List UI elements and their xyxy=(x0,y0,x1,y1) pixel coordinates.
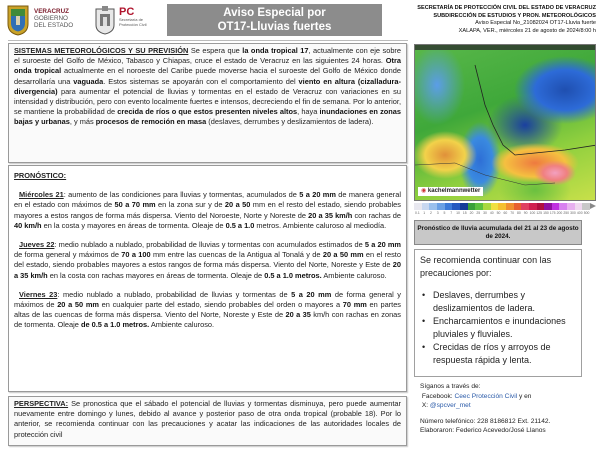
forecast-thursday: Jueves 22: medio nublado a nublado, probabilidad de lluvias y tormentas con acumulados estimados de 5 a 20 mm de forma general y máximos de 70 a 100 mm entre las cuencas de la Antigua al Tonalá y de 20 a 50 mm en el resto del estado, siendo probables mayores a estos rangos de forma más dispersa. Viento del Norte, Noreste y Este de 20 a 35 km/h en la costa con rachas mayores en áreas de tormenta. Oleaje de 0.5 a 1.0 metros. Ambiente caluroso. xyxy=(14,240,401,280)
facebook-link[interactable]: Ceec Protección Civil xyxy=(454,392,518,400)
scale-value: 20 xyxy=(469,211,474,215)
contact-info: Síganos a través de: Facebook: Ceec Protección Civil y en X: @spcver_met Número telefónico: 228 8186812 Ext. 21142. Elaboraron: Federico Acevedo/José Llanos xyxy=(420,382,596,436)
scale-value: 70 xyxy=(510,211,514,215)
scale-value: 10 xyxy=(456,211,460,215)
scale-swatch xyxy=(452,203,460,210)
scale-value: 30 xyxy=(483,211,487,215)
meteorological-systems-section: SISTEMAS METEOROLÓGICOS Y SU PREVISIÓN Se espera que la onda tropical 17, actualmente con eje sobre el suroeste del Golfo de México, Tabasco y Chiapas, cruce el estado de Veracruz en las siguientes 24 horas. Otra onda tropical actualmente en el noroeste del Caribe puede moverse hacia el suroeste del Golfo de México donde desarrollaría una vaguada. Estos sistemas se apoyarán con el comportamiento del viento en altura (cizalladura-divergencia) para aumentar el potencial de lluvias y tormentas en el estado de Veracruz con variaciones en su intensidad y distribución, pero con evento localmente fuertes e intensos, decreciendo el fin de semana. Por lo anterior, se mantiene la probabilidad de crecida de ríos o que estos presenten niveles altos, haya inundaciones en zonas bajas y urbanas, y más procesos de remoción en masa (deslaves, derrumbes y deslizamientos de ladera). xyxy=(8,43,407,163)
rainfall-scale-values xyxy=(414,211,590,215)
scale-arrow-icon xyxy=(590,203,596,209)
scale-value: 175 xyxy=(549,211,556,215)
x-link[interactable]: @spcver_met xyxy=(429,402,471,410)
scale-value: 200 xyxy=(556,211,563,215)
scale-swatch xyxy=(498,203,506,210)
authors: Elaboraron: Federico Acevedo/José Llanos xyxy=(420,427,546,435)
list-item: • Encharcamientos e inundaciones pluviales y fluviales. xyxy=(420,315,576,341)
section-heading: PERSPECTIVA: xyxy=(14,399,69,408)
forecast-friday: Viernes 23: medio nublado a nublado, probabilidad de lluvias y tormentas de 5 a 20 mm de forma general y máximos de 20 a 50 mm en cualquier parte del estado, siendo probables del orden o mayores a 70 mm en partes altas de las cuencas de forma más dispersa. Viento del Norte, Noreste y Este de 20 a 35 km/h con rachas en zonas de tormenta. Oleaje de 0.5 a 1.0 metros. Ambiente caluroso. xyxy=(14,289,401,330)
scale-value: 50 xyxy=(496,211,501,215)
scale-swatch xyxy=(544,203,552,210)
header xyxy=(0,0,600,42)
scale-value: 7 xyxy=(450,211,453,215)
scale-swatch xyxy=(475,203,483,210)
scale-swatch xyxy=(491,203,499,210)
day-label: Jueves 22 xyxy=(19,240,55,250)
section-heading: PRONÓSTICO: xyxy=(14,171,67,180)
pc-logo-text: PC Secretaría de Protección Civil xyxy=(119,6,147,27)
scale-value: 400 xyxy=(576,211,583,215)
scale-value: 250 xyxy=(563,211,570,215)
scale-swatch xyxy=(529,203,537,210)
veracruz-coat-of-arms-icon xyxy=(6,4,30,36)
scale-swatch xyxy=(468,203,476,210)
recommendations-list xyxy=(420,289,576,367)
list-item: • Deslaves, derrumbes y deslizamientos de ladera. xyxy=(420,289,576,315)
scale-swatch xyxy=(537,203,545,210)
document-title: Aviso Especial por OT17-Lluvias fuertes xyxy=(167,4,382,36)
scale-value: 1 xyxy=(423,211,426,215)
scale-value: 0.1 xyxy=(415,211,420,215)
scale-swatch xyxy=(422,203,430,210)
scale-swatch xyxy=(506,203,514,210)
scale-value: 25 xyxy=(476,211,481,215)
scale-swatch xyxy=(582,203,590,210)
scale-value: 60 xyxy=(503,211,508,215)
forecast-wednesday: Miércoles 21: aumento de las condiciones para lluvias y tormentas, acumulados de 5 a 20 mm de manera general en el estado con máximos de 50 a 70 mm en la zona sur y de 20 a 50 mm en el resto del estado, siendo probables mayores a estos rangos de forma más dispersa. Viento del Noroeste, Norte y Noreste de 20 a 35 km/h con rachas de 40 km/h en la costa y mayores en áreas de tormenta. Oleaje de 0.5 a 1.0 metros. Ambiente caluroso al mediodía. xyxy=(14,190,402,230)
scale-value: 90 xyxy=(523,211,528,215)
scale-value: 150 xyxy=(543,211,549,215)
scale-value: 3 xyxy=(436,211,439,215)
scale-swatch xyxy=(429,203,437,210)
rainfall-color-scale xyxy=(414,203,590,210)
map-caption: Pronóstico de lluvia acumulada del 21 al 23 de agosto de 2024. xyxy=(414,220,582,245)
scale-swatch xyxy=(567,203,575,210)
issuer-info: SECRETARÍA DE PROTECCIÓN CIVIL DEL ESTADO DE VERACRUZ SUBDIRECCIÓN DE ESTUDIOS Y PRON. METEOROLÓGICOS Aviso Especial No_21082024 OT17-Lluvia fuerte XALAPA, VER., miércoles 21 de agosto de 2024/8:00 h xyxy=(417,5,596,34)
scale-swatch xyxy=(552,203,560,210)
list-item: • Crecidas de ríos y arroyos de respuesta rápida y lenta. xyxy=(420,341,576,367)
scale-value: 125 xyxy=(536,211,542,215)
veracruz-logo-text: VERACRUZ GOBIERNO DEL ESTADO xyxy=(34,8,74,29)
scale-swatch xyxy=(437,203,445,210)
scale-value: 5 xyxy=(443,211,446,215)
scale-swatch xyxy=(514,203,522,210)
scale-value: 80 xyxy=(516,211,521,215)
scale-value: 15 xyxy=(462,211,467,215)
scale-swatch xyxy=(575,203,583,210)
forecast-section xyxy=(8,165,407,392)
section-heading: SISTEMAS METEOROLÓGICOS Y SU PREVISIÓN xyxy=(14,46,189,55)
proteccion-civil-emblem-icon xyxy=(94,5,116,35)
scale-swatch xyxy=(460,203,468,210)
day-label: Miércoles 21 xyxy=(19,190,64,200)
map-watermark: ◉ kachelmannwetter xyxy=(418,187,483,196)
scale-value: 100 xyxy=(529,211,536,215)
scale-value: 500 xyxy=(583,211,590,215)
scale-value: 2 xyxy=(429,211,432,215)
day-label: Viernes 23 xyxy=(19,289,58,299)
scale-swatch xyxy=(483,203,491,210)
map-borders xyxy=(415,45,596,201)
scale-swatch xyxy=(414,203,422,210)
scale-value: 40 xyxy=(489,211,494,215)
header-divider xyxy=(8,40,408,41)
scale-swatch xyxy=(521,203,529,210)
scale-swatch xyxy=(445,203,453,210)
phone-number: Número telefónico: 228 8186812 Ext. 21142. xyxy=(420,417,551,425)
recommendations-intro: Se recomienda continuar con las precauciones por: xyxy=(420,255,552,278)
scale-value: 300 xyxy=(570,211,576,215)
outlook-section: PERSPECTIVA: Se pronostica que el sábado el potencial de lluvias y tormentas disminuya, pero puede aumentar nuevamente entre domingo y lunes, debido al avance y posterior paso de otra onda tropical (probable 18). Por lo anterior, se recomienda continuar con las precauciones y acatar las indicaciones de las autoridades locales de protección civil xyxy=(8,396,407,446)
scale-swatch xyxy=(559,203,567,210)
recommendations-box xyxy=(414,249,582,377)
rainfall-forecast-map xyxy=(414,44,596,201)
